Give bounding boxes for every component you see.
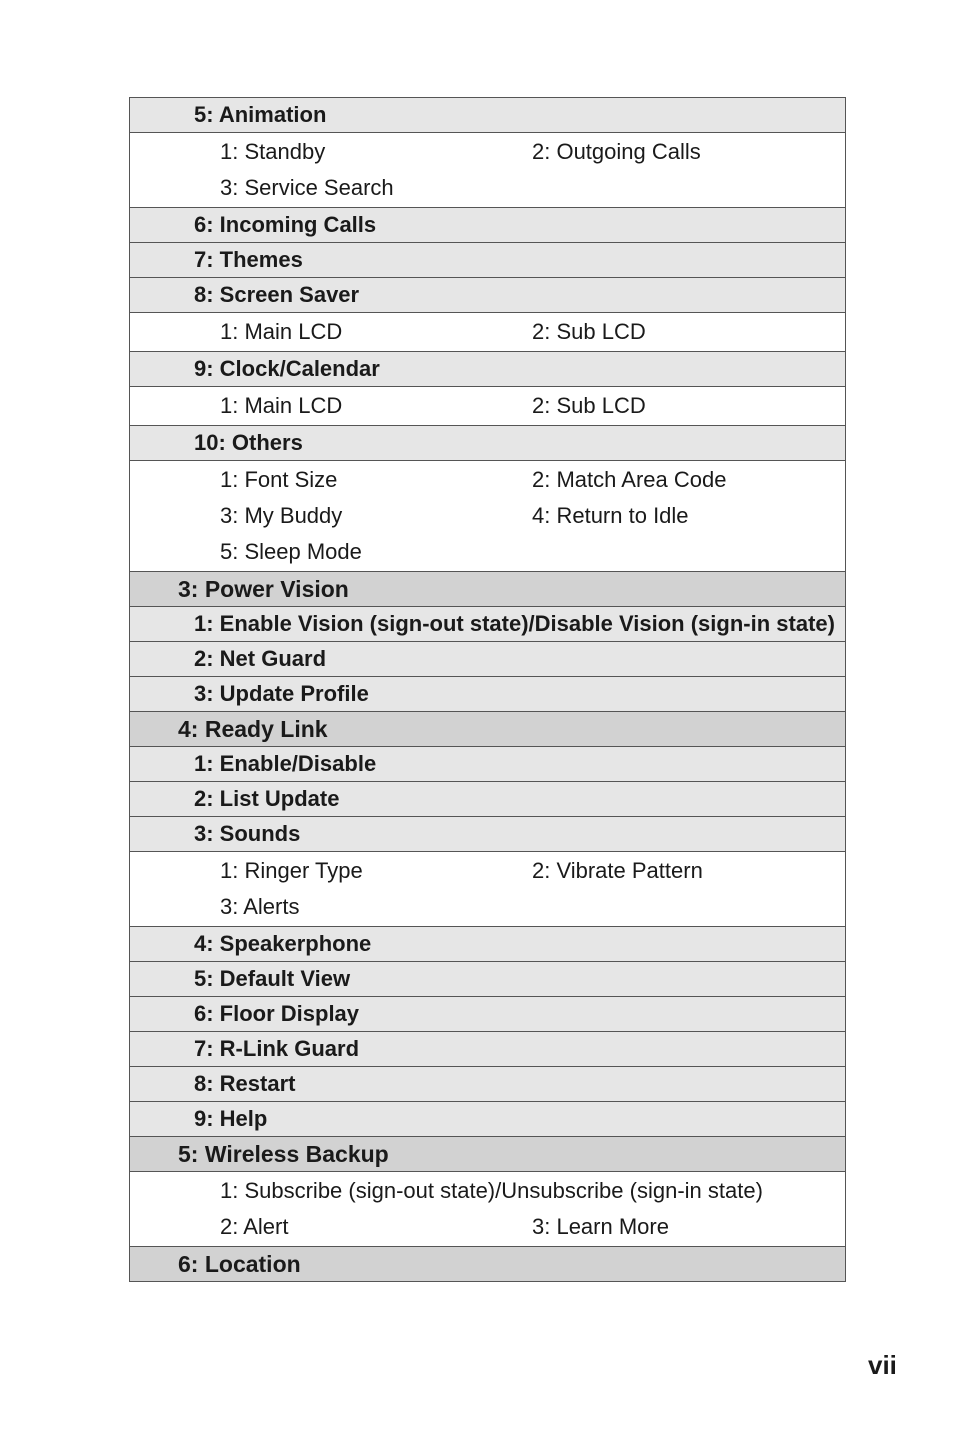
menu-section-header [130, 712, 845, 747]
menu-item-label: 6: Floor Display [194, 1001, 360, 1026]
submenu-line [130, 499, 845, 535]
submenu-block [130, 1172, 845, 1247]
submenu-line [130, 535, 845, 571]
menu-item [130, 997, 845, 1032]
submenu-line [130, 135, 845, 171]
submenu-item: 3: My Buddy [220, 503, 343, 528]
menu-item-label: 6: Location [178, 1250, 301, 1277]
menu-item [130, 782, 845, 817]
menu-item-label: 8: Restart [194, 1071, 296, 1096]
submenu-line [130, 389, 845, 425]
submenu-block [130, 387, 845, 426]
menu-item-label: 5: Default View [194, 966, 351, 991]
submenu-block [130, 133, 845, 208]
submenu-item: 2: Outgoing Calls [532, 139, 701, 164]
menu-item [130, 426, 845, 461]
submenu-item: 1: Ringer Type [220, 858, 363, 883]
submenu-line [130, 854, 845, 890]
menu-item-label: 2: Net Guard [194, 646, 327, 671]
menu-item [130, 208, 845, 243]
submenu-item: 3: Learn More [532, 1214, 669, 1239]
menu-item [130, 352, 845, 387]
menu-section-header [130, 1247, 845, 1282]
menu-item [130, 747, 845, 782]
menu-item [130, 817, 845, 852]
menu-item [130, 962, 845, 997]
submenu-line [130, 463, 845, 499]
submenu-line [130, 1174, 845, 1210]
menu-item-label: 3: Sounds [194, 821, 301, 846]
submenu-item: 4: Return to Idle [532, 503, 689, 528]
submenu-item: 2: Sub LCD [532, 393, 646, 418]
menu-item-label: 1: Enable Vision (sign-out state)/Disable Vision (sign-in state) [194, 611, 835, 636]
submenu-item: 3: Service Search [220, 175, 394, 200]
menu-item-label: 9: Help [194, 1106, 268, 1131]
menu-item [130, 243, 845, 278]
submenu-item: 2: Alert [220, 1214, 289, 1239]
submenu-item: 2: Sub LCD [532, 319, 646, 344]
menu-item-label: 5: Animation [194, 102, 327, 127]
submenu-item: 1: Main LCD [220, 319, 343, 344]
submenu-item: 2: Match Area Code [532, 467, 727, 492]
menu-item-label: 3: Update Profile [194, 681, 369, 706]
menu-item-label: 6: Incoming Calls [194, 212, 377, 237]
menu-item-label: 4: Speakerphone [194, 931, 372, 956]
menu-item [130, 927, 845, 962]
menu-section-header [130, 1137, 845, 1172]
menu-item [130, 607, 845, 642]
menu-item [130, 1032, 845, 1067]
menu-item [130, 1102, 845, 1137]
menu-item-label: 3: Power Vision [178, 575, 349, 602]
menu-item [130, 278, 845, 313]
submenu-line [130, 1210, 845, 1246]
submenu-item: 5: Sleep Mode [220, 539, 362, 564]
submenu-block [130, 852, 845, 927]
menu-item-label: 4: Ready Link [178, 715, 328, 742]
submenu-item: 3: Alerts [220, 894, 300, 919]
menu-item-label: 10: Others [194, 430, 303, 455]
menu-item [130, 677, 845, 712]
menu-table [129, 97, 846, 1282]
submenu-block [130, 461, 845, 572]
menu-item-label: 1: Enable/Disable [194, 751, 377, 776]
menu-item [130, 1067, 845, 1102]
menu-item-label: 8: Screen Saver [194, 282, 360, 307]
submenu-line [130, 315, 845, 351]
submenu-item: 1: Font Size [220, 467, 338, 492]
submenu-item: 1: Subscribe (sign-out state)/Unsubscribe (sign-in state) [220, 1178, 763, 1203]
menu-item [130, 642, 845, 677]
menu-item-label: 5: Wireless Backup [178, 1140, 389, 1167]
menu-item-label: 9: Clock/Calendar [194, 356, 380, 381]
menu-section-header [130, 572, 845, 607]
submenu-line [130, 171, 845, 207]
submenu-item: 2: Vibrate Pattern [532, 858, 703, 883]
menu-item [130, 98, 845, 133]
submenu-block [130, 313, 845, 352]
submenu-line [130, 890, 845, 926]
page-number: vii [868, 1350, 897, 1380]
submenu-item: 1: Main LCD [220, 393, 343, 418]
menu-item-label: 2: List Update [194, 786, 340, 811]
menu-item-label: 7: Themes [194, 247, 303, 272]
submenu-item: 1: Standby [220, 139, 326, 164]
menu-item-label: 7: R-Link Guard [194, 1036, 360, 1061]
